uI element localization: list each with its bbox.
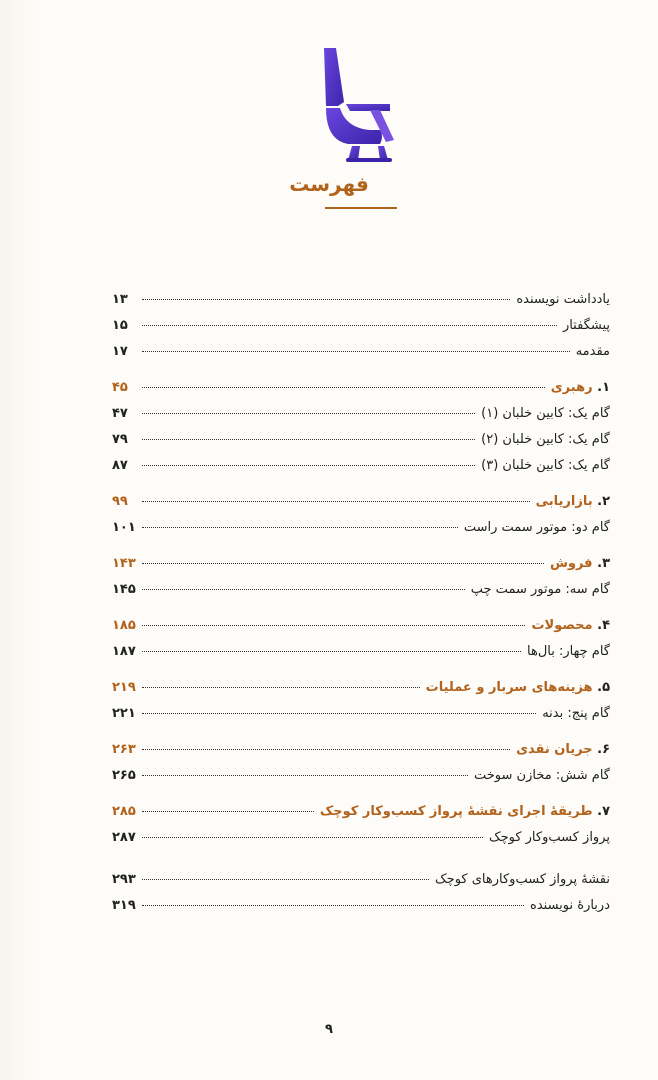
dot-leader xyxy=(142,651,521,652)
dot-leader xyxy=(142,501,530,502)
airplane-seat-icon xyxy=(318,44,398,164)
toc-page: ۹۹ xyxy=(112,494,128,509)
toc-row-sub[interactable] xyxy=(112,644,610,670)
toc-row-chapter-1[interactable] xyxy=(112,380,610,406)
toc-label: دربارهٔ نویسنده xyxy=(530,898,610,913)
dot-leader xyxy=(142,811,314,812)
toc-row-front-2[interactable] xyxy=(112,318,610,344)
chapter-number: ۲. xyxy=(597,494,610,509)
chapter-label xyxy=(426,680,610,695)
toc-page: ۲۹۳ xyxy=(112,872,136,887)
toc-row-chapter-5[interactable] xyxy=(112,680,610,706)
toc-page: ۳۱۹ xyxy=(112,898,136,913)
table-of-contents xyxy=(112,292,610,924)
toc-label: گام دو: موتور سمت راست xyxy=(463,520,610,535)
toc-row-front-3[interactable] xyxy=(112,344,610,370)
toc-label: پیشگفتار xyxy=(562,318,610,333)
toc-label: گام یک: کابین خلبان (۱) xyxy=(481,406,610,421)
toc-label: گام یک: کابین خلبان (۳) xyxy=(481,458,610,473)
chapter-label xyxy=(551,380,610,395)
chapter-title: جریان نقدی xyxy=(516,742,593,757)
toc-page: ۱۸۵ xyxy=(112,618,136,633)
toc-row-sub[interactable] xyxy=(112,458,610,484)
dot-leader xyxy=(142,387,545,388)
toc-page: ۸۷ xyxy=(112,458,128,473)
toc-row-chapter-7[interactable] xyxy=(112,804,610,830)
page-title: فهرست xyxy=(289,172,369,196)
dot-leader xyxy=(142,413,475,414)
toc-label: نقشهٔ پرواز کسب‌وکارهای کوچک xyxy=(435,872,610,887)
chapter-title: هزینه‌های سربار و عملیات xyxy=(425,680,593,695)
toc-page: ۲۸۷ xyxy=(112,830,136,845)
chapter-title: بازاریابی xyxy=(535,494,593,509)
toc-row-chapter-2[interactable] xyxy=(112,494,610,520)
toc-label: یادداشت نویسنده xyxy=(516,292,610,307)
toc-row-front-1[interactable] xyxy=(112,292,610,318)
toc-page: ۱۰۱ xyxy=(112,520,136,535)
toc-page: ۱۴۳ xyxy=(112,556,136,571)
dot-leader xyxy=(142,905,524,906)
page-number: ۹ xyxy=(325,1022,333,1037)
dot-leader xyxy=(142,775,468,776)
toc-row-back-2[interactable] xyxy=(112,898,610,924)
toc-row-chapter-3[interactable] xyxy=(112,556,610,582)
toc-page: ۱۵ xyxy=(112,318,128,333)
chapter-title: رهبری xyxy=(550,380,593,395)
toc-page: ۱۸۷ xyxy=(112,644,136,659)
chapter-number: ۵. xyxy=(597,680,610,695)
dot-leader xyxy=(142,687,420,688)
chapter-label xyxy=(320,804,610,819)
dot-leader xyxy=(142,527,458,528)
title-underline xyxy=(325,207,397,209)
chapter-number: ۱. xyxy=(597,380,610,395)
dot-leader xyxy=(142,351,570,352)
toc-page: ۲۶۳ xyxy=(112,742,136,757)
toc-label: پرواز کسب‌وکار کوچک xyxy=(488,830,610,845)
dot-leader xyxy=(142,439,475,440)
chapter-label xyxy=(531,618,610,633)
chapter-label xyxy=(536,494,610,509)
chapter-number: ۴. xyxy=(597,618,610,633)
toc-label: مقدمه xyxy=(575,344,610,359)
toc-page: ۱۳ xyxy=(112,292,128,307)
toc-row-sub[interactable] xyxy=(112,406,610,432)
toc-row-sub[interactable] xyxy=(112,432,610,458)
dot-leader xyxy=(142,749,510,750)
toc-page: ۲۲۱ xyxy=(112,706,136,721)
toc-page: ۴۷ xyxy=(112,406,128,421)
chapter-title: طریقهٔ اجرای نقشهٔ پرواز کسب‌وکار کوچک xyxy=(319,804,593,819)
toc-label: گام چهار: بال‌ها xyxy=(527,644,610,659)
toc-page: ۱۴۵ xyxy=(112,582,136,597)
toc-row-back-1[interactable] xyxy=(112,872,610,898)
toc-page: ۱۷ xyxy=(112,344,128,359)
toc-page: ۲۶۵ xyxy=(112,768,136,783)
dot-leader xyxy=(142,625,525,626)
toc-row-chapter-4[interactable] xyxy=(112,618,610,644)
dot-leader xyxy=(142,299,510,300)
dot-leader xyxy=(142,713,536,714)
toc-row-sub[interactable] xyxy=(112,520,610,546)
toc-label: گام پنج: بدنه xyxy=(542,706,610,721)
chapter-number: ۳. xyxy=(597,556,610,571)
chapter-title: فروش xyxy=(549,556,593,571)
chapter-title: محصولات xyxy=(531,618,593,633)
chapter-label xyxy=(550,556,610,571)
dot-leader xyxy=(142,563,544,564)
toc-label: گام یک: کابین خلبان (۲) xyxy=(481,432,610,447)
chapter-label xyxy=(516,742,610,757)
toc-row-chapter-6[interactable] xyxy=(112,742,610,768)
toc-row-sub[interactable] xyxy=(112,706,610,732)
dot-leader xyxy=(142,879,429,880)
dot-leader xyxy=(142,837,483,838)
dot-leader xyxy=(142,325,557,326)
toc-label: گام سه: موتور سمت چپ xyxy=(470,582,610,597)
toc-row-sub[interactable] xyxy=(112,768,610,794)
toc-row-sub[interactable] xyxy=(112,582,610,608)
chapter-number: ۷. xyxy=(597,804,610,819)
chapter-number: ۶. xyxy=(597,742,610,757)
toc-page: ۴۵ xyxy=(112,380,128,395)
toc-page: ۲۱۹ xyxy=(112,680,136,695)
toc-page: ۲۸۵ xyxy=(112,804,136,819)
toc-label: گام شش: مخازن سوخت xyxy=(474,768,610,783)
toc-row-sub[interactable] xyxy=(112,830,610,856)
toc-page: ۷۹ xyxy=(112,432,128,447)
dot-leader xyxy=(142,465,475,466)
dot-leader xyxy=(142,589,465,590)
